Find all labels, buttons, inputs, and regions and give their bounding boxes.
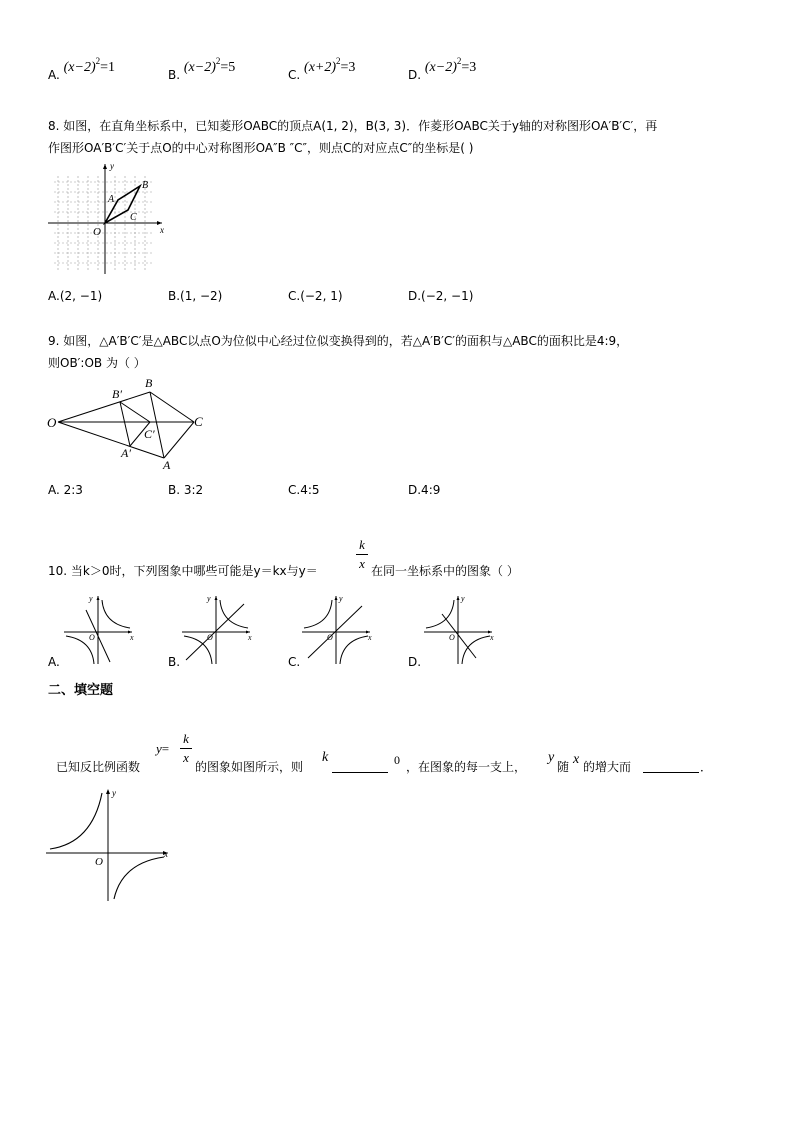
svg-text:y: y	[339, 594, 343, 603]
axis-y-label: y	[110, 161, 114, 171]
q7-option-a[interactable]	[48, 56, 116, 82]
fill-figure	[44, 787, 174, 903]
svg-text:y: y	[89, 594, 93, 603]
fill-mid4: 的增大而	[583, 760, 632, 774]
q10-text-after: 在同一坐标系中的图象（ ）	[371, 564, 519, 578]
option-math: $(x-2)^2=3$	[424, 56, 477, 75]
fill-fraction: k x	[180, 731, 192, 766]
svg-text:O: O	[207, 633, 213, 642]
q9-option-c[interactable]: C.4:5	[288, 483, 320, 497]
q10-option-b[interactable]: B.	[168, 655, 181, 669]
fill-x2-var: x	[573, 752, 580, 767]
q10-graph-b	[178, 592, 256, 666]
fill-mid2: ，在图象的每一支上，	[406, 760, 527, 774]
svg-text:O: O	[449, 633, 455, 642]
q10-option-c[interactable]: C.	[288, 655, 301, 669]
point-a1-label: A′	[121, 446, 131, 460]
point-c1-label: C′	[144, 427, 155, 441]
q10-graph-c	[298, 592, 376, 666]
point-a-label: A	[163, 458, 171, 472]
q9-text-line1: 9. 如图，△A′B′C′是△ABC以点O为位似中心经过位似变换得到的，若△A′B′C′的面积与△ABC的面积比是4:9，	[48, 334, 629, 348]
q10-option-d[interactable]: D.	[408, 655, 422, 669]
fill-y-var: y=	[156, 741, 170, 756]
q8-text-line2: 作图形OA′B′C′关于点O的中心对称图形OA″B ″C″，则点C的对应点C″的坐标是( )	[48, 141, 474, 155]
svg-text:x: x	[490, 633, 494, 642]
fill-blank-1[interactable]	[332, 759, 388, 773]
q8-option-c[interactable]: C.(−2, 1)	[288, 289, 343, 303]
point-c-label: C	[194, 414, 203, 429]
axis-x-label: x	[160, 225, 164, 235]
option-letter: B.	[168, 68, 181, 82]
q10-graph-d	[420, 592, 498, 666]
point-b-label: B	[145, 376, 153, 390]
svg-text:x: x	[130, 633, 134, 642]
axis-x-label: x	[164, 849, 168, 859]
q10-fraction: k x	[356, 537, 368, 572]
q10-graph-a	[60, 592, 138, 666]
fill-blank-2[interactable]	[643, 759, 699, 773]
q9-option-a[interactable]: A. 2:3	[48, 483, 83, 497]
q8-option-d[interactable]: D.(−2, −1)	[408, 289, 474, 303]
svg-text:y: y	[461, 594, 465, 603]
q8-figure	[46, 160, 170, 278]
svg-text:y: y	[207, 594, 211, 603]
q9-option-d[interactable]: D.4:9	[408, 483, 441, 497]
option-math: $(x-2)^2=1$	[63, 56, 116, 75]
point-c-label: C	[130, 212, 137, 223]
q7-option-d[interactable]	[408, 56, 477, 82]
option-math: $(x+2)^2=3$	[304, 56, 356, 75]
q7-option-b[interactable]	[168, 56, 236, 82]
fill-y2-var: y	[548, 750, 555, 765]
fill-mid3: 随	[557, 760, 570, 774]
q10-text-before: 10. 当k＞0时，下列图象中哪些可能是y＝kx与y＝	[48, 564, 318, 578]
section-title: 二、填空题	[48, 683, 114, 698]
q8-text-line1: 8. 如图，在直角坐标系中，已知菱形OABC的顶点A(1, 2)，B(3, 3)．作菱形OABC关于y轴的对称图形OA′B′C′，再	[48, 119, 658, 133]
point-o-label: O	[47, 415, 57, 430]
q9-text-line2: 则OB′:OB 为（ ）	[48, 356, 146, 370]
axis-y-label: y	[112, 788, 116, 798]
origin-label: O	[95, 856, 103, 868]
point-b1-label: B′	[112, 387, 122, 401]
option-letter: A.	[48, 68, 60, 82]
fill-zero: 0	[394, 753, 400, 767]
q9-figure	[44, 374, 210, 472]
fill-end: ．	[700, 760, 713, 774]
option-letter: C.	[288, 68, 301, 82]
q8-option-b[interactable]: B.(1, −2)	[168, 289, 223, 303]
fill-k-var: k	[322, 750, 329, 765]
option-math: $(x-2)^2=5$	[183, 56, 236, 75]
svg-text:x: x	[368, 633, 372, 642]
q9-option-b[interactable]: B. 3:2	[168, 483, 204, 497]
point-b-label: B	[142, 180, 149, 191]
q7-option-c[interactable]	[288, 56, 356, 82]
fill-prefix: 已知反比例函数	[56, 760, 141, 774]
q10-option-a[interactable]: A.	[48, 655, 60, 669]
point-a-label: A	[108, 194, 115, 205]
q8-option-a[interactable]: A.(2, −1)	[48, 289, 103, 303]
origin-label: O	[93, 226, 101, 238]
svg-text:x: x	[248, 633, 252, 642]
fill-mid1: 的图象如图所示，则	[195, 760, 304, 774]
svg-text:O: O	[327, 633, 333, 642]
option-letter: D.	[408, 68, 422, 82]
svg-text:O: O	[89, 633, 95, 642]
